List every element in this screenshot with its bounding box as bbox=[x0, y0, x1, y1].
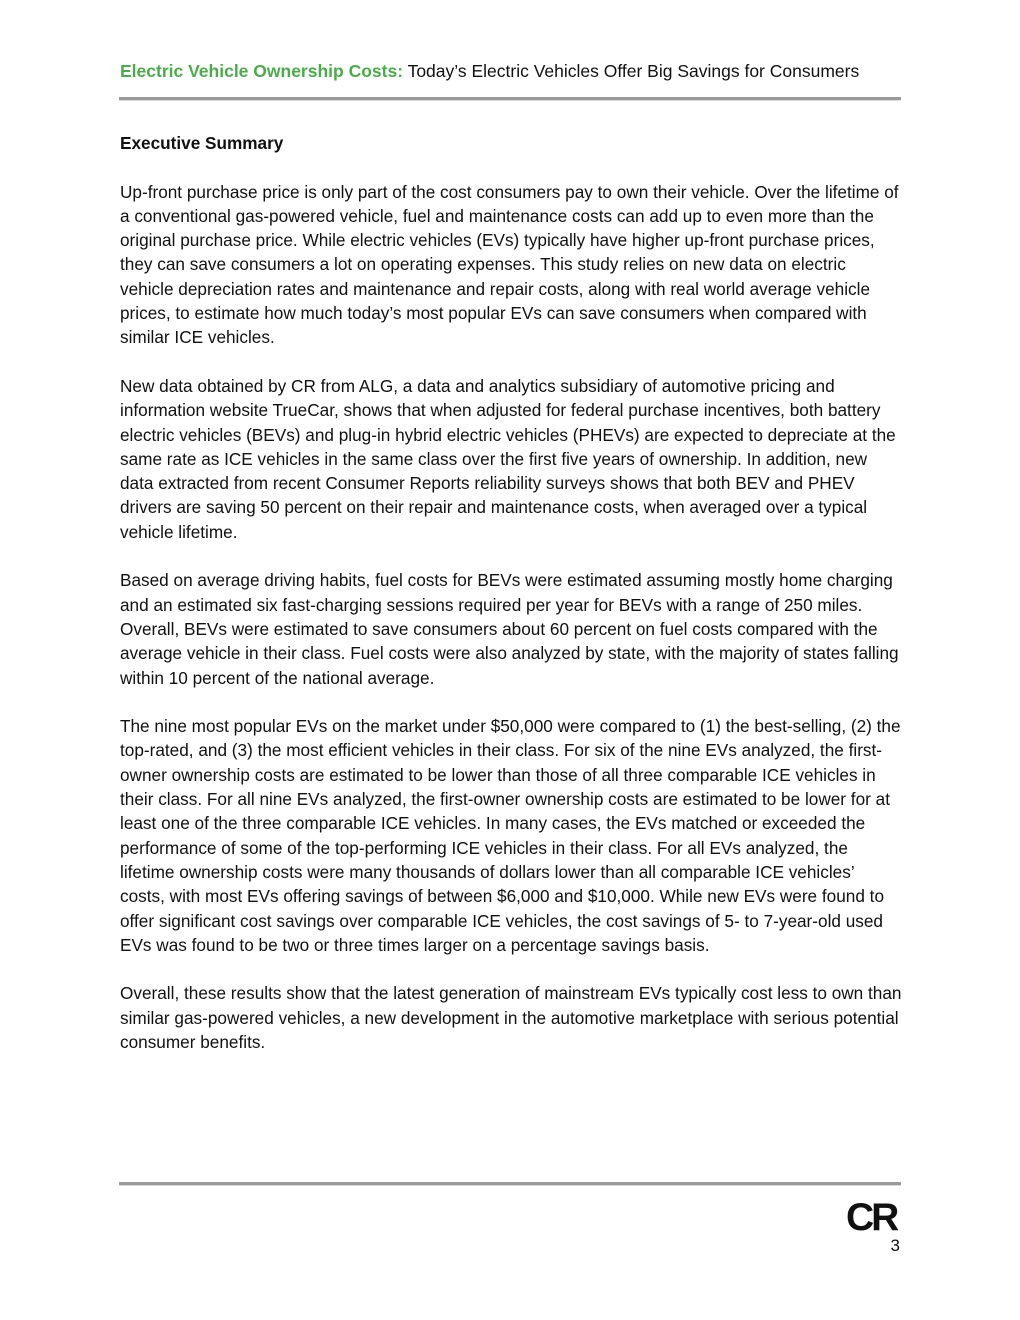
paragraph-5: Overall, these results show that the latest generation of mainstream EVs typically cost less to own than similar gas-powered vehicles, a new development in the automotive marketplace with serious potential consumer benefits. bbox=[120, 983, 902, 1052]
main-content bbox=[120, 131, 902, 1079]
running-header bbox=[120, 59, 900, 83]
paragraph-1: Up-front purchase price is only part of the cost consumers pay to own their vehicle. Over the lifetime of a conventional gas-powered vehicle, fuel and maintenance costs can add up to even more than the original purchase price. While electric vehicles (EVs) typically have higher up-front purchase prices, they can save consumers a lot on operating expenses. This study relies on new data on electric vehicle depreciation rates and maintenance and repair costs, along with real world average vehicle prices, to estimate how much today’s most popular EVs can save consumers when compared with similar ICE vehicles. bbox=[120, 181, 899, 348]
paragraph-2: New data obtained by CR from ALG, a data and analytics subsidiary of automotive pricing and information website TrueCar, shows that when adjusted for federal purchase incentives, both battery electric vehicles (BEVs) and plug-in hybrid electric vehicles (PHEVs) are expected to depreciate at the same rate as ICE vehicles in the same class over the first five years of ownership. In addition, new data extracted from recent Consumer Reports reliability surveys shows that both BEV and PHEV drivers are saving 50 percent on their repair and maintenance costs, when averaged over a typical vehicle lifetime. bbox=[120, 375, 896, 542]
header-title-bold: Electric Vehicle Ownership Costs: bbox=[120, 61, 404, 81]
header-divider bbox=[119, 97, 901, 101]
footer-divider bbox=[119, 1182, 901, 1186]
paragraph-4: The nine most popular EVs on the market under $50,000 were compared to (1) the best-selling, (2) the top-rated, and (3) the most efficient vehicles in their class. For six of the nine EVs analyzed, the first-owner ownership costs are estimated to be lower than those of all three comparable ICE vehicles in their class. For all nine EVs analyzed, the first-owner ownership costs are estimated to be lower for at least one of the three comparable ICE vehicles. In many cases, the EVs matched or exceeded the performance of some of the top-performing ICE vehicles in their class. For all EVs analyzed, the lifetime ownership costs were many thousands of dollars lower than all comparable ICE vehicles’ costs, with most EVs offering savings of between $6,000 and $10,000. While new EVs were found to offer significant cost savings over comparable ICE vehicles, the cost savings of 5- to 7-year-old used EVs was found to be two or three times larger on a percentage savings basis. bbox=[120, 716, 901, 955]
cr-logo-text: CR bbox=[846, 1199, 897, 1233]
paragraph-3: Based on average driving habits, fuel costs for BEVs were estimated assuming mostly home charging and an estimated six fast-charging sessions required per year for BEVs with a range of 250 miles. Overall, BEVs were estimated to save consumers about 60 percent on fuel costs compared with the average vehicle in their class. Fuel costs were also analyzed by state, with the majority of states falling within 10 percent of the national average. bbox=[120, 570, 899, 688]
section-heading: Executive Summary bbox=[120, 133, 284, 153]
page-number: 3 bbox=[890, 1236, 900, 1255]
cr-logo bbox=[846, 1199, 898, 1233]
header-title-rest: Today’s Electric Vehicles Offer Big Savings for Consumers bbox=[403, 61, 860, 81]
